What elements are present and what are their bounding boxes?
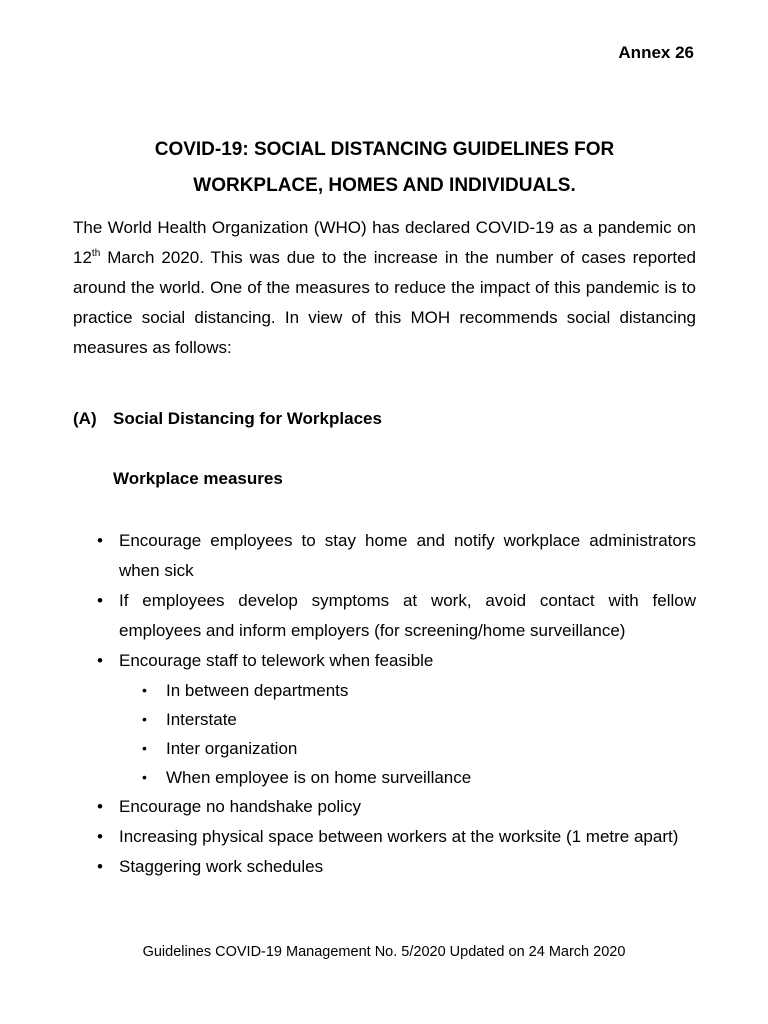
intro-superscript: th [91,248,101,259]
list-item [73,822,696,852]
telework-sub-list [119,676,696,792]
sub-list-item-text: In between departments [166,681,349,700]
bullet-icon: • [97,857,103,876]
sub-list-item [119,763,696,792]
list-item-text: Encourage staff to telework when feasible [119,651,434,670]
sub-list-item-text: Interstate [166,710,237,729]
intro-text-end: March 2020. This was due to the increase in the number of cases reported around the world. One of the measures to reduce the impact of this pandemic is to practice social distancing. In view of this MOH recommends social distancing measures as follows: [73,248,696,357]
list-item [73,792,696,822]
document-title [73,132,696,204]
title-line-2: WORKPLACE, HOMES AND INDIVIDUALS. [193,175,576,196]
sub-list-item [119,705,696,734]
intro-text-start: The World Health Organization (WHO) has declared COVID-19 as a pandemic on 12 [73,218,696,267]
bullet-icon: • [97,531,103,550]
bullet-icon: • [97,651,103,670]
list-item-text: Encourage employees to stay home and notify workplace administrators when sick [119,531,696,580]
section-heading-text: Social Distancing for Workplaces [113,409,382,428]
list-item [73,526,696,586]
sub-list-item [119,676,696,705]
section-heading [73,409,382,429]
page-footer: Guidelines COVID-19 Management No. 5/2020 Updated on 24 March 2020 [142,944,626,960]
workplace-measures-list [73,526,696,882]
bullet-icon: • [97,797,103,816]
subheading: Workplace measures [113,469,283,488]
sub-list-item [119,734,696,763]
intro-paragraph [73,213,696,363]
list-item-text: Encourage no handshake policy [119,797,361,816]
list-item [73,586,696,646]
title-line-1: COVID-19: SOCIAL DISTANCING GUIDELINES FOR [154,139,615,160]
list-item-text: Staggering work schedules [119,857,324,876]
bullet-icon: • [142,682,147,698]
list-item [73,852,696,882]
bullet-icon: • [142,769,147,785]
list-item-text: Increasing physical space between workers at the worksite (1 metre apart) [119,827,679,846]
sub-list-item-text: Inter organization [166,739,298,758]
section-marker: (A) [73,409,97,428]
bullet-icon: • [142,711,147,727]
annex-label: Annex 26 [618,43,694,62]
bullet-icon: • [97,591,103,610]
sub-list-item-text: When employee is on home surveillance [166,768,472,787]
list-item [73,646,696,792]
list-item-text: If employees develop symptoms at work, avoid contact with fellow employees and inform employers (for screening/home surveillance) [119,591,696,640]
bullet-icon: • [142,740,147,756]
bullet-icon: • [97,827,103,846]
